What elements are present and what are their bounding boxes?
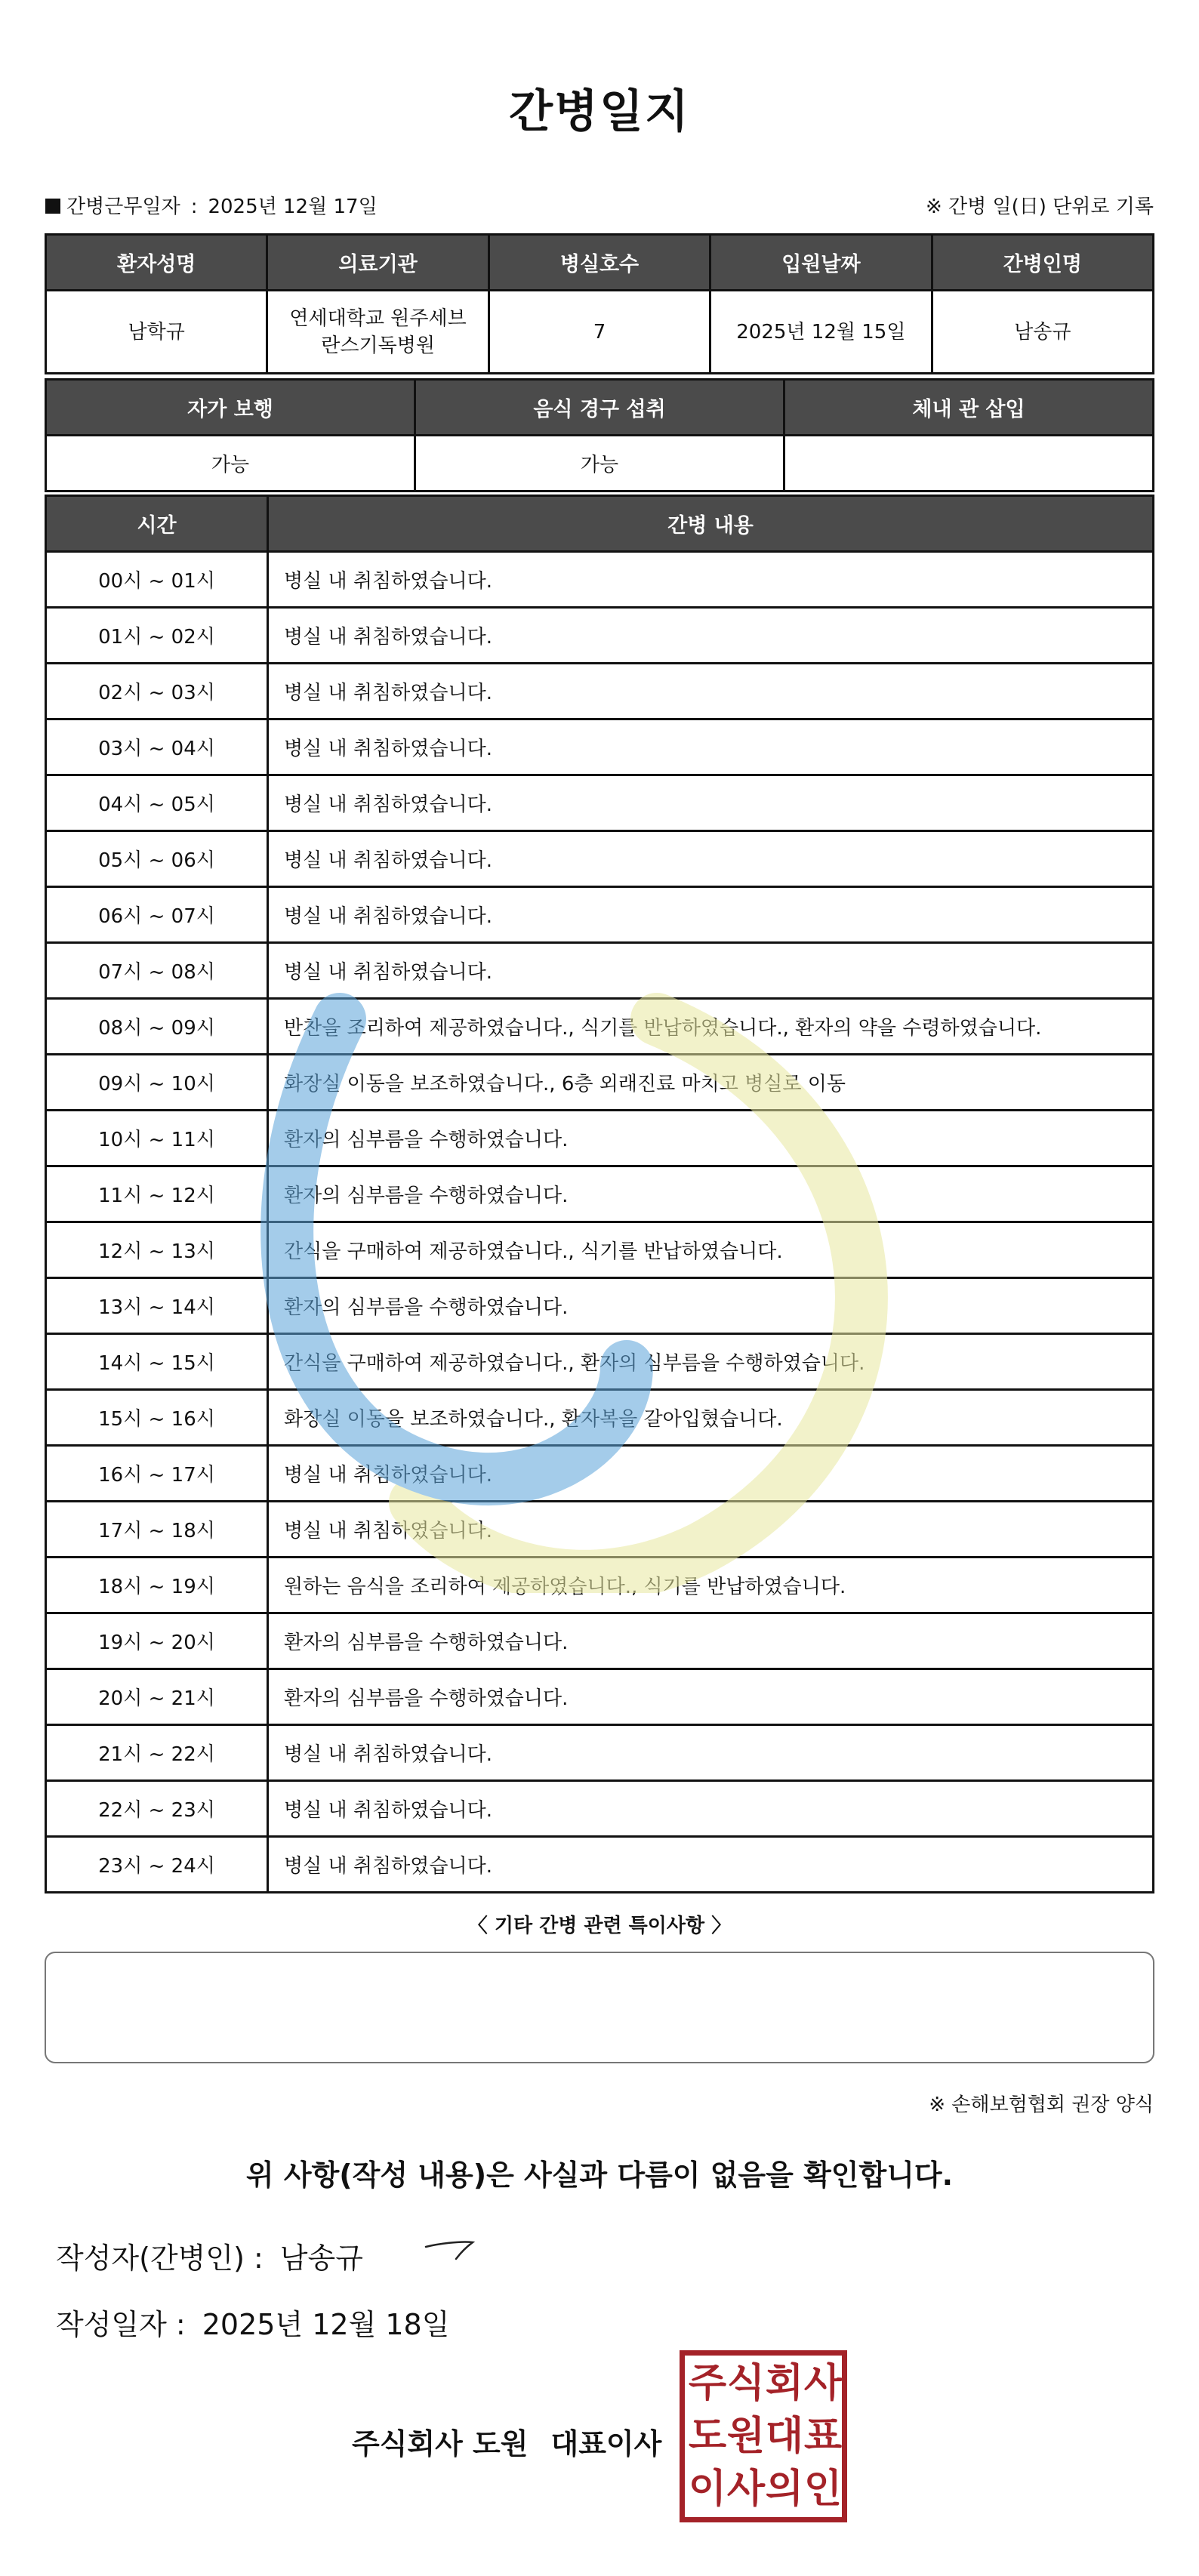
care-log-content: 환자의 심부름을 수행하였습니다. xyxy=(268,1111,1154,1166)
record-note: ※ 간병 일(日) 단위로 기록 xyxy=(925,196,1154,218)
care-log-header-row xyxy=(46,496,1154,552)
care-log-row xyxy=(46,1222,1154,1278)
care-log-time: 04시 ~ 05시 xyxy=(46,775,268,831)
form-source-note: ※ 손해보험협회 권장 양식 xyxy=(929,2094,1154,2116)
seal-character: 주 xyxy=(688,2361,727,2406)
care-log-content: 간식을 구매하여 제공하였습니다., 식기를 반납하였습니다. xyxy=(268,1222,1154,1278)
care-log-time: 02시 ~ 03시 xyxy=(46,664,268,719)
oral-intake-value: 가능 xyxy=(415,436,784,491)
care-log-time: 18시 ~ 19시 xyxy=(46,1558,268,1613)
seal-character: 표 xyxy=(803,2414,843,2459)
room-number-value: 7 xyxy=(489,291,710,374)
care-log-time: 12시 ~ 13시 xyxy=(46,1222,268,1278)
care-log-content: 반찬을 조리하여 제공하였습니다., 식기를 반납하였습니다., 환자의 약을 수령하였습니다. xyxy=(268,999,1154,1055)
work-date-label: 간병근무일자 xyxy=(66,196,180,218)
care-log-row xyxy=(46,1669,1154,1725)
seal-character: 이 xyxy=(688,2467,727,2512)
care-log-content: 병실 내 취침하였습니다. xyxy=(268,1837,1154,1893)
care-log-content: 병실 내 취침하였습니다. xyxy=(268,719,1154,775)
confirmation-statement: 위 사항(작성 내용)은 사실과 다름이 없음을 확인합니다. xyxy=(245,2158,954,2192)
patient-ability-table xyxy=(45,378,1154,492)
admission-date-value: 2025년 12월 15일 xyxy=(710,291,932,374)
care-log-row xyxy=(46,1446,1154,1502)
header-tube-insertion: 체내 관 삽입 xyxy=(784,380,1154,436)
care-log-row xyxy=(46,887,1154,943)
patient-info-header-row xyxy=(46,235,1154,291)
care-log-time: 07시 ~ 08시 xyxy=(46,943,268,999)
care-log-content: 병실 내 취침하였습니다. xyxy=(268,1446,1154,1502)
care-log-time: 20시 ~ 21시 xyxy=(46,1669,268,1725)
care-log-row xyxy=(46,775,1154,831)
care-log-content: 환자의 심부름을 수행하였습니다. xyxy=(268,1669,1154,1725)
care-log-content: 병실 내 취침하였습니다. xyxy=(268,831,1154,887)
care-log-time: 19시 ~ 20시 xyxy=(46,1613,268,1669)
header-patient-name: 환자성명 xyxy=(46,235,267,291)
care-log-content: 병실 내 취침하였습니다. xyxy=(268,943,1154,999)
writer-line xyxy=(56,2235,363,2276)
care-log-row xyxy=(46,1837,1154,1893)
care-log-content: 병실 내 취침하였습니다. xyxy=(268,664,1154,719)
written-date-label: 작성일자 : xyxy=(56,2308,186,2341)
ability-header-row xyxy=(46,380,1154,436)
company-signature-line xyxy=(352,2420,661,2462)
care-log-content: 병실 내 취침하였습니다. xyxy=(268,608,1154,664)
company-name: 주식회사 도원 xyxy=(352,2427,529,2460)
care-log-time: 09시 ~ 10시 xyxy=(46,1055,268,1111)
care-log-content: 병실 내 취침하였습니다. xyxy=(268,887,1154,943)
seal-character: 인 xyxy=(803,2467,843,2512)
care-log-row xyxy=(46,1502,1154,1558)
care-log-time: 22시 ~ 23시 xyxy=(46,1781,268,1837)
care-log-content: 환자의 심부름을 수행하였습니다. xyxy=(268,1166,1154,1222)
care-log-time: 11시 ~ 12시 xyxy=(46,1166,268,1222)
care-log-content: 병실 내 취침하였습니다. xyxy=(268,1725,1154,1781)
header-room-number: 병실호수 xyxy=(489,235,710,291)
ability-value-row xyxy=(46,436,1154,491)
patient-info-value-row xyxy=(46,291,1154,374)
patient-info-table xyxy=(45,233,1154,374)
care-log-row xyxy=(46,664,1154,719)
seal-character: 사 xyxy=(726,2467,766,2512)
care-log-time: 05시 ~ 06시 xyxy=(46,831,268,887)
care-log-content: 환자의 심부름을 수행하였습니다. xyxy=(268,1278,1154,1334)
square-bullet-icon xyxy=(45,199,60,214)
care-log-row xyxy=(46,1334,1154,1390)
care-log-row xyxy=(46,999,1154,1055)
care-log-time: 14시 ~ 15시 xyxy=(46,1334,268,1390)
care-log-row xyxy=(46,831,1154,887)
care-log-content: 병실 내 취침하였습니다. xyxy=(268,775,1154,831)
care-log-row xyxy=(46,719,1154,775)
care-log-time: 13시 ~ 14시 xyxy=(46,1278,268,1334)
work-date-line xyxy=(45,191,378,219)
header-oral-intake: 음식 경구 섭취 xyxy=(415,380,784,436)
written-date-value: 2025년 12월 18일 xyxy=(202,2308,450,2341)
seal-character: 사 xyxy=(803,2361,843,2406)
care-log-content: 병실 내 취침하였습니다. xyxy=(268,1502,1154,1558)
header-caregiver-name: 간병인명 xyxy=(932,235,1153,291)
special-notes-title: 〈 기타 간병 관련 특이사항 〉 xyxy=(467,1915,732,1937)
care-log-row xyxy=(46,1613,1154,1669)
representative-title: 대표이사 xyxy=(550,2427,662,2460)
written-date-line xyxy=(56,2301,449,2343)
header-time: 시간 xyxy=(46,496,268,552)
care-log-content: 화장실 이동을 보조하였습니다., 6층 외래진료 마치고 병실로 이동 xyxy=(268,1055,1154,1111)
header-care-content: 간병 내용 xyxy=(268,496,1154,552)
care-log-content: 화장실 이동을 보조하였습니다., 환자복을 갈아입혔습니다. xyxy=(268,1390,1154,1446)
company-seal-stamp xyxy=(680,2350,847,2522)
document-title: 간병일지 xyxy=(509,85,690,138)
care-log-time: 16시 ~ 17시 xyxy=(46,1446,268,1502)
care-log-row xyxy=(46,552,1154,608)
special-notes-box xyxy=(45,1952,1154,2063)
seal-character: 원 xyxy=(726,2414,766,2459)
care-log-time: 01시 ~ 02시 xyxy=(46,608,268,664)
signature-mark xyxy=(423,2236,476,2262)
care-log-time: 03시 ~ 04시 xyxy=(46,719,268,775)
seal-character: 의 xyxy=(765,2467,804,2512)
care-log-time: 15시 ~ 16시 xyxy=(46,1390,268,1446)
header-hospital: 의료기관 xyxy=(267,235,489,291)
caregiver-name-value: 남송규 xyxy=(932,291,1153,374)
care-log-time: 08시 ~ 09시 xyxy=(46,999,268,1055)
care-log-row xyxy=(46,608,1154,664)
care-log-content: 병실 내 취침하였습니다. xyxy=(268,552,1154,608)
patient-name-value: 남학규 xyxy=(46,291,267,374)
work-date-separator: : xyxy=(190,196,198,218)
care-log-row xyxy=(46,1781,1154,1837)
seal-character: 식 xyxy=(726,2361,766,2406)
care-log-time: 23시 ~ 24시 xyxy=(46,1837,268,1893)
care-log-table xyxy=(45,495,1154,1893)
care-log-content: 원하는 음식을 조리하여 제공하였습니다., 식기를 반납하였습니다. xyxy=(268,1558,1154,1613)
care-log-row xyxy=(46,1725,1154,1781)
care-log-row xyxy=(46,1278,1154,1334)
seal-character: 대 xyxy=(765,2414,804,2459)
care-log-row xyxy=(46,1055,1154,1111)
care-log-time: 10시 ~ 11시 xyxy=(46,1111,268,1166)
seal-character: 도 xyxy=(688,2414,727,2459)
care-log-time: 06시 ~ 07시 xyxy=(46,887,268,943)
care-log-time: 17시 ~ 18시 xyxy=(46,1502,268,1558)
care-log-content: 환자의 심부름을 수행하였습니다. xyxy=(268,1613,1154,1669)
care-log-content: 간식을 구매하여 제공하였습니다., 환자의 심부름을 수행하였습니다. xyxy=(268,1334,1154,1390)
care-log-row xyxy=(46,1111,1154,1166)
care-log-row xyxy=(46,1558,1154,1613)
care-log-time: 21시 ~ 22시 xyxy=(46,1725,268,1781)
header-self-walking: 자가 보행 xyxy=(46,380,415,436)
writer-name: 남송규 xyxy=(279,2242,363,2275)
work-date-value: 2025년 12월 17일 xyxy=(208,196,378,218)
care-log-time: 00시 ~ 01시 xyxy=(46,552,268,608)
hospital-value: 연세대학교 원주세브 란스기독병원 xyxy=(267,291,489,374)
care-log-row xyxy=(46,1390,1154,1446)
writer-label: 작성자(간병인) : xyxy=(56,2242,264,2275)
seal-character: 회 xyxy=(765,2361,804,2406)
care-log-row xyxy=(46,1166,1154,1222)
tube-insertion-value xyxy=(784,436,1154,491)
self-walking-value: 가능 xyxy=(46,436,415,491)
header-admission-date: 입원날짜 xyxy=(710,235,932,291)
care-log-row xyxy=(46,943,1154,999)
care-log-content: 병실 내 취침하였습니다. xyxy=(268,1781,1154,1837)
